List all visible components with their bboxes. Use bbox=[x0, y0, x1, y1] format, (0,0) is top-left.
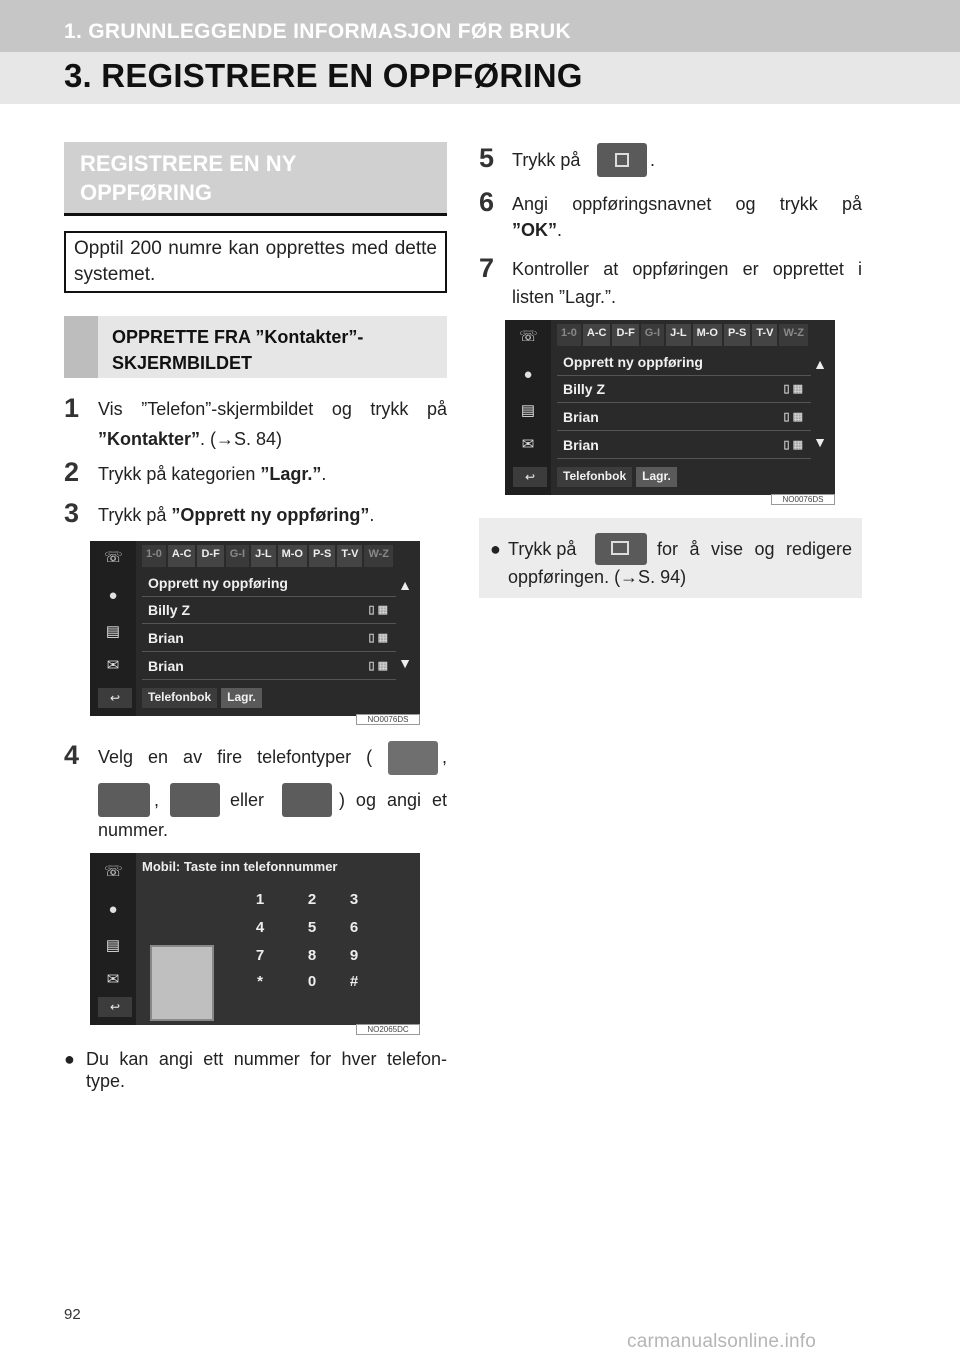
tab-1: 1-0 bbox=[557, 324, 581, 346]
tab-7: P-S bbox=[724, 324, 750, 346]
bullet-1-text: Du kan angi ett nummer for hver telefon-type. bbox=[86, 1049, 447, 1091]
row-label: Brian bbox=[148, 630, 184, 646]
tab-2: A-C bbox=[583, 324, 611, 346]
step-4-comma-2: , bbox=[154, 790, 160, 810]
back-icon: ↩ bbox=[513, 467, 547, 487]
save-icon-glyph bbox=[615, 153, 629, 167]
list-item bbox=[557, 433, 811, 459]
bottom-tabs bbox=[557, 467, 677, 487]
key: 9 bbox=[349, 947, 359, 964]
home-type-icon bbox=[98, 783, 150, 817]
key: * bbox=[257, 973, 263, 990]
bullet-icon: ● bbox=[64, 1049, 75, 1069]
key: 6 bbox=[349, 919, 359, 936]
scroll-down-icon: ▼ bbox=[398, 655, 412, 671]
step-4-line3: nummer. bbox=[98, 820, 169, 840]
step-2-pre: Trykk på kategorien bbox=[98, 464, 261, 484]
key: 5 bbox=[307, 919, 317, 936]
step-1-number: 1 bbox=[64, 393, 80, 423]
step-3-pre: Trykk på bbox=[98, 505, 172, 525]
phone-icon: ☏ bbox=[104, 863, 123, 880]
tab-6: M-O bbox=[693, 324, 722, 346]
alphabet-tabs bbox=[142, 545, 393, 567]
page-title: 3. REGISTRERE EN OPPFØRING bbox=[64, 57, 583, 94]
list-item bbox=[557, 405, 811, 431]
key: 3 bbox=[349, 891, 359, 908]
sub-heading bbox=[64, 316, 447, 378]
contacts-icon: ● bbox=[523, 366, 533, 383]
message-icon: ✉ bbox=[521, 436, 535, 453]
scroll-up-icon: ▲ bbox=[813, 356, 827, 372]
bullet-note-1 bbox=[64, 1048, 447, 1092]
bullet-icon: ● bbox=[490, 539, 501, 559]
page-number: 92 bbox=[64, 1306, 81, 1323]
row-label: Opprett ny oppføring bbox=[563, 354, 703, 370]
phone-icon: ☏ bbox=[519, 328, 538, 345]
tab-6: M-O bbox=[278, 545, 307, 567]
phone-type-icons: ▯ ▦ bbox=[783, 383, 803, 395]
key: 0 bbox=[307, 973, 317, 990]
key: 2 bbox=[307, 891, 317, 908]
bullet-2-pre: Trykk på bbox=[508, 539, 577, 559]
step-3-text bbox=[98, 500, 447, 530]
row-label: Brian bbox=[148, 658, 184, 674]
key: 4 bbox=[255, 919, 265, 936]
step-6-bold: ”OK” bbox=[512, 220, 557, 240]
scroll-up-icon: ▲ bbox=[398, 577, 412, 593]
back-icon: ↩ bbox=[98, 688, 132, 708]
bottom-tabs bbox=[142, 688, 262, 708]
step-4-line1-text: Velg en av fire telefontyper ( bbox=[98, 747, 373, 767]
tab-7: P-S bbox=[309, 545, 335, 567]
sub-heading-bar bbox=[64, 316, 98, 378]
bullet-2-end: oppføringen. (→S. 94) bbox=[508, 567, 687, 587]
step-1-bold: ”Kontakter” bbox=[98, 429, 201, 449]
tab-8: T-V bbox=[337, 545, 362, 567]
step-2-number: 2 bbox=[64, 457, 80, 487]
list-item bbox=[142, 654, 396, 680]
contacts-icon: ● bbox=[108, 587, 118, 604]
history-icon: ▤ bbox=[105, 937, 121, 954]
tab-9: W-Z bbox=[779, 324, 808, 346]
row-label: Opprett ny oppføring bbox=[148, 575, 288, 591]
scroll-down-icon: ▼ bbox=[813, 434, 827, 450]
section-heading-line2: OPPFØRING bbox=[80, 180, 213, 205]
image-code: NO2065DC bbox=[356, 1024, 420, 1035]
step-5-post: . bbox=[650, 150, 656, 170]
alphabet-tabs bbox=[557, 324, 808, 346]
phone-type-icons: ▯ ▦ bbox=[783, 439, 803, 451]
step-2-text bbox=[98, 459, 447, 489]
step-7-text: Kontroller at oppføringen er opprettet i listen ”Lagr.”. bbox=[512, 259, 862, 307]
step-3-post: . bbox=[369, 505, 375, 525]
sub-heading-line2: SKJERMBILDET bbox=[112, 353, 253, 373]
tab-5: J-L bbox=[666, 324, 691, 346]
key: 8 bbox=[307, 947, 317, 964]
work-type-icon bbox=[170, 783, 220, 817]
mobile-type-icon bbox=[388, 741, 438, 775]
tab-8: T-V bbox=[752, 324, 777, 346]
tab-phonebook: Telefonbok bbox=[142, 688, 217, 708]
tab-saved: Lagr. bbox=[636, 467, 677, 487]
step-4-comma: , bbox=[442, 747, 448, 767]
keypad-screenshot bbox=[90, 853, 420, 1025]
list-item bbox=[142, 626, 396, 652]
step-1-post: . (→S. 84) bbox=[200, 429, 283, 449]
phone-type-icons: ▯ ▦ bbox=[368, 660, 388, 672]
saved-list-screenshot bbox=[505, 320, 835, 495]
step-1-pre: Vis ”Telefon”-skjermbildet og trykk på bbox=[98, 399, 447, 419]
keypad-title: Mobil: Taste inn telefonnummer bbox=[142, 859, 338, 874]
history-icon: ▤ bbox=[105, 623, 121, 640]
edit-icon-glyph bbox=[611, 541, 629, 555]
tab-2: A-C bbox=[168, 545, 196, 567]
message-icon: ✉ bbox=[106, 971, 120, 988]
contacts-icon: ● bbox=[108, 901, 118, 918]
avatar bbox=[150, 945, 214, 1021]
image-code: NO0076DS bbox=[771, 494, 835, 505]
tab-1: 1-0 bbox=[142, 545, 166, 567]
step-5-text: Trykk på bbox=[512, 150, 581, 170]
chapter-title: 1. GRUNNLEGGENDE INFORMASJON FØR BRUK bbox=[64, 20, 571, 43]
section-heading-line1: REGISTRERE EN NY bbox=[80, 151, 297, 176]
row-label: Billy Z bbox=[563, 381, 606, 397]
step-6-line2 bbox=[512, 215, 562, 245]
step-4-or: eller bbox=[230, 790, 265, 810]
back-icon: ↩ bbox=[98, 997, 132, 1017]
tab-5: J-L bbox=[251, 545, 276, 567]
step-3-bold: ”Opprett ny oppføring” bbox=[171, 505, 370, 525]
create-entry-row bbox=[557, 350, 811, 376]
tab-4: G-I bbox=[226, 545, 249, 567]
phone-type-icons: ▯ ▦ bbox=[368, 632, 388, 644]
phone-type-icons: ▯ ▦ bbox=[783, 411, 803, 423]
key: # bbox=[349, 973, 359, 990]
other-type-icon bbox=[282, 783, 332, 817]
step-4-line2-end: ) og angi et bbox=[338, 790, 447, 810]
step-6-post: . bbox=[557, 220, 563, 240]
row-label: Brian bbox=[563, 437, 599, 453]
image-code: NO0076DS bbox=[356, 714, 420, 725]
step-3-number: 3 bbox=[64, 498, 80, 528]
tab-9: W-Z bbox=[364, 545, 393, 567]
bullet-2-mid: for å vise og redigere bbox=[657, 539, 852, 559]
step-5-number: 5 bbox=[479, 143, 495, 173]
row-label: Billy Z bbox=[148, 602, 191, 618]
tab-3: D-F bbox=[197, 545, 223, 567]
step-7-number: 7 bbox=[479, 253, 495, 283]
step-6-line1: Angi oppføringsnavnet og trykk på bbox=[512, 194, 862, 214]
step-4-number: 4 bbox=[64, 740, 80, 770]
history-icon: ▤ bbox=[520, 402, 536, 419]
tab-3: D-F bbox=[612, 324, 638, 346]
intro-note: Opptil 200 numre kan opprettes med dette systemet. bbox=[64, 231, 447, 293]
edit-icon bbox=[595, 533, 647, 565]
step-1-text bbox=[98, 394, 447, 454]
tab-4: G-I bbox=[641, 324, 664, 346]
list-item bbox=[557, 377, 811, 403]
message-icon: ✉ bbox=[106, 657, 120, 674]
step-2-post: . bbox=[321, 464, 327, 484]
tab-phonebook: Telefonbok bbox=[557, 467, 632, 487]
step-6-number: 6 bbox=[479, 187, 495, 217]
watermark: carmanualsonline.info bbox=[627, 1331, 817, 1352]
section-heading bbox=[64, 142, 447, 216]
key: 1 bbox=[255, 891, 265, 908]
phone-icon: ☏ bbox=[104, 549, 123, 566]
tab-saved: Lagr. bbox=[221, 688, 262, 708]
list-item bbox=[142, 598, 396, 624]
row-label: Brian bbox=[563, 409, 599, 425]
sub-heading-text bbox=[112, 324, 363, 376]
save-icon bbox=[597, 143, 647, 177]
key: 7 bbox=[255, 947, 265, 964]
phone-type-icons: ▯ ▦ bbox=[368, 604, 388, 616]
contacts-list-screenshot bbox=[90, 541, 420, 716]
create-entry-row bbox=[142, 571, 396, 597]
step-2-bold: ”Lagr.” bbox=[260, 464, 322, 484]
sub-heading-line1: OPPRETTE FRA ”Kontakter”- bbox=[112, 327, 364, 347]
